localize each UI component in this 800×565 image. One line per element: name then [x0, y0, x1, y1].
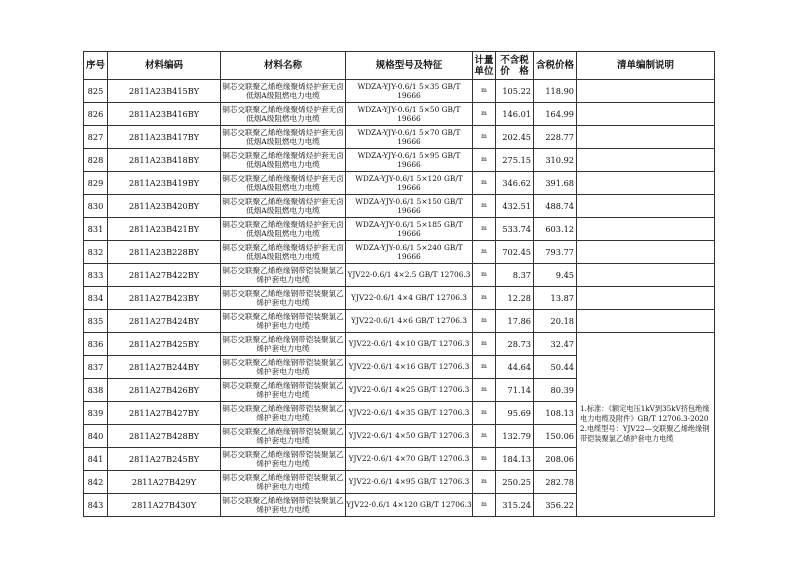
material-code: 2811A27B244BY: [108, 356, 221, 379]
price-excl-tax: 202.45: [496, 126, 534, 149]
spec-model: WDZA-YJY-0.6/1 5×35 GB/T 19666: [346, 80, 473, 103]
note-cell-empty: [577, 172, 715, 195]
material-code: 2811A23B418BY: [108, 149, 221, 172]
row-number: 833: [84, 264, 108, 287]
unit: m: [473, 425, 496, 448]
unit: m: [473, 471, 496, 494]
note-cell-empty: [577, 195, 715, 218]
note-cell-empty: [577, 264, 715, 287]
compilation-note: [577, 333, 715, 517]
table-row: [84, 80, 715, 103]
unit: m: [473, 310, 496, 333]
note-cell-empty: [577, 80, 715, 103]
header-note: 清单编制说明: [577, 52, 715, 80]
table-row: [84, 195, 715, 218]
material-code: 2811A27B422BY: [108, 264, 221, 287]
price-incl-tax: 80.39: [534, 379, 577, 402]
price-incl-tax: 208.06: [534, 448, 577, 471]
unit: m: [473, 126, 496, 149]
price-incl-tax: 9.45: [534, 264, 577, 287]
material-code: 2811A27B425BY: [108, 333, 221, 356]
header-code: 材料编码: [108, 52, 221, 80]
price-incl-tax: 13.87: [534, 287, 577, 310]
material-code: 2811A27B424BY: [108, 310, 221, 333]
row-number: 831: [84, 218, 108, 241]
note-cell-empty: [577, 103, 715, 126]
spec-model: WDZA-YJY-0.6/1 5×150 GB/T 19666: [346, 195, 473, 218]
row-number: 830: [84, 195, 108, 218]
table-row: [84, 310, 715, 333]
note-cell-empty: [577, 310, 715, 333]
material-name: 铜芯交联聚乙烯绝缘聚烯烃护套无卤低烟A级阻燃电力电缆: [221, 218, 346, 241]
material-code: 2811A27B428BY: [108, 425, 221, 448]
spec-model: YJV22-0.6/1 4×6 GB/T 12706.3: [346, 310, 473, 333]
price-excl-tax: 275.15: [496, 149, 534, 172]
price-excl-tax: 17.86: [496, 310, 534, 333]
price-incl-tax: 20.18: [534, 310, 577, 333]
header-unit: 计量 单位: [473, 52, 496, 80]
price-excl-tax: 146.01: [496, 103, 534, 126]
price-incl-tax: 150.06: [534, 425, 577, 448]
material-code: 2811A27B245BY: [108, 448, 221, 471]
material-code: 2811A27B429Y: [108, 471, 221, 494]
header-price-in: 含税价格: [534, 52, 577, 80]
note-cell-empty: [577, 241, 715, 264]
spec-model: WDZA-YJY-0.6/1 5×185 GB/T 19666: [346, 218, 473, 241]
material-code: 2811A23B421BY: [108, 218, 221, 241]
price-excl-tax: 533.74: [496, 218, 534, 241]
table-row: [84, 172, 715, 195]
price-incl-tax: 164.99: [534, 103, 577, 126]
material-name: 铜芯交联聚乙烯绝缘钢带铠装聚氯乙烯护套电力电缆: [221, 287, 346, 310]
table-row: [84, 333, 715, 356]
row-number: 828: [84, 149, 108, 172]
price-excl-tax: 315.24: [496, 494, 534, 517]
row-number: 842: [84, 471, 108, 494]
spec-model: YJV22-0.6/1 4×4 GB/T 12706.3: [346, 287, 473, 310]
unit: m: [473, 448, 496, 471]
material-name: 铜芯交联聚乙烯绝缘钢带铠装聚氯乙烯护套电力电缆: [221, 356, 346, 379]
material-code: 2811A27B427BY: [108, 402, 221, 425]
material-name: 铜芯交联聚乙烯绝缘钢带铠装聚氯乙烯护套电力电缆: [221, 402, 346, 425]
material-name: 铜芯交联聚乙烯绝缘聚烯烃护套无卤低烟A级阻燃电力电缆: [221, 80, 346, 103]
price-excl-tax: 95.69: [496, 402, 534, 425]
spec-model: WDZA-YJY-0.6/1 5×120 GB/T 19666: [346, 172, 473, 195]
material-name: 铜芯交联聚乙烯绝缘钢带铠装聚氯乙烯护套电力电缆: [221, 333, 346, 356]
header-no: 序号: [84, 52, 108, 80]
row-number: 832: [84, 241, 108, 264]
price-excl-tax: 12.28: [496, 287, 534, 310]
unit: m: [473, 149, 496, 172]
table-row: [84, 149, 715, 172]
header-name: 材料名称: [221, 52, 346, 80]
note-cell-empty: [577, 287, 715, 310]
row-number: 836: [84, 333, 108, 356]
unit: m: [473, 402, 496, 425]
header-row: [84, 52, 715, 80]
price-incl-tax: 50.44: [534, 356, 577, 379]
price-excl-tax: 28.73: [496, 333, 534, 356]
row-number: 825: [84, 80, 108, 103]
price-excl-tax: 184.13: [496, 448, 534, 471]
material-name: 铜芯交联聚乙烯绝缘聚烯烃护套无卤低烟A级阻燃电力电缆: [221, 103, 346, 126]
unit: m: [473, 264, 496, 287]
material-code: 2811A27B423BY: [108, 287, 221, 310]
row-number: 843: [84, 494, 108, 517]
unit: m: [473, 218, 496, 241]
price-excl-tax: 702.45: [496, 241, 534, 264]
spec-model: YJV22-0.6/1 4×120 GB/T 12706.3: [346, 494, 473, 517]
price-excl-tax: 44.64: [496, 356, 534, 379]
spec-model: YJV22-0.6/1 4×16 GB/T 12706.3: [346, 356, 473, 379]
spec-model: WDZA-YJY-0.6/1 5×240 GB/T 19666: [346, 241, 473, 264]
material-name: 铜芯交联聚乙烯绝缘聚烯烃护套无卤低烟A级阻燃电力电缆: [221, 241, 346, 264]
price-excl-tax: 105.22: [496, 80, 534, 103]
row-number: 835: [84, 310, 108, 333]
price-excl-tax: 346.62: [496, 172, 534, 195]
spec-model: YJV22-0.6/1 4×10 GB/T 12706.3: [346, 333, 473, 356]
price-excl-tax: 71.14: [496, 379, 534, 402]
unit: m: [473, 379, 496, 402]
note-cell-empty: [577, 126, 715, 149]
price-excl-tax: 132.79: [496, 425, 534, 448]
material-price-table: [83, 51, 715, 517]
row-number: 839: [84, 402, 108, 425]
price-excl-tax: 8.37: [496, 264, 534, 287]
material-name: 铜芯交联聚乙烯绝缘钢带铠装聚氯乙烯护套电力电缆: [221, 264, 346, 287]
table-row: [84, 126, 715, 149]
unit: m: [473, 80, 496, 103]
material-code: 2811A23B417BY: [108, 126, 221, 149]
spec-model: YJV22-0.6/1 4×50 GB/T 12706.3: [346, 425, 473, 448]
material-name: 铜芯交联聚乙烯绝缘钢带铠装聚氯乙烯护套电力电缆: [221, 379, 346, 402]
price-incl-tax: 603.12: [534, 218, 577, 241]
row-number: 840: [84, 425, 108, 448]
note-line-2: 2.电缆型号：YJV22—交联聚乙烯绝缘钢带铠装聚氯乙烯护套电力电缆: [580, 423, 710, 443]
material-name: 铜芯交联聚乙烯绝缘聚烯烃护套无卤低烟A级阻燃电力电缆: [221, 172, 346, 195]
note-cell-empty: [577, 149, 715, 172]
price-incl-tax: 391.68: [534, 172, 577, 195]
header-price-ex: 不含税 价 格: [496, 52, 534, 80]
row-number: 829: [84, 172, 108, 195]
material-code: 2811A27B430Y: [108, 494, 221, 517]
price-incl-tax: 356.22: [534, 494, 577, 517]
price-incl-tax: 488.74: [534, 195, 577, 218]
material-name: 铜芯交联聚乙烯绝缘钢带铠装聚氯乙烯护套电力电缆: [221, 494, 346, 517]
price-incl-tax: 310.92: [534, 149, 577, 172]
material-code: 2811A23B416BY: [108, 103, 221, 126]
table-row: [84, 241, 715, 264]
material-code: 2811A23B228BY: [108, 241, 221, 264]
unit: m: [473, 287, 496, 310]
header-spec: 规格型号及特征: [346, 52, 473, 80]
spec-model: WDZA-YJY-0.6/1 5×70 GB/T 19666: [346, 126, 473, 149]
spec-model: YJV22-0.6/1 4×70 GB/T 12706.3: [346, 448, 473, 471]
material-name: 铜芯交联聚乙烯绝缘聚烯烃护套无卤低烟A级阻燃电力电缆: [221, 195, 346, 218]
price-incl-tax: 32.47: [534, 333, 577, 356]
note-line-1: 1.标准：《额定电压1kV到35kV挤包绝缘电力电缆及附件》GB/T 12706.3-2020: [580, 403, 710, 423]
spec-model: WDZA-YJY-0.6/1 5×50 GB/T 19666: [346, 103, 473, 126]
material-name: 铜芯交联聚乙烯绝缘钢带铠装聚氯乙烯护套电力电缆: [221, 471, 346, 494]
price-incl-tax: 228.77: [534, 126, 577, 149]
material-name: 铜芯交联聚乙烯绝缘聚烯烃护套无卤低烟A级阻燃电力电缆: [221, 126, 346, 149]
unit: m: [473, 103, 496, 126]
spec-model: YJV22-0.6/1 4×25 GB/T 12706.3: [346, 379, 473, 402]
material-code: 2811A23B415BY: [108, 80, 221, 103]
price-incl-tax: 108.13: [534, 402, 577, 425]
material-name: 铜芯交联聚乙烯绝缘聚烯烃护套无卤低烟A级阻燃电力电缆: [221, 149, 346, 172]
unit: m: [473, 356, 496, 379]
note-cell-empty: [577, 218, 715, 241]
table-row: [84, 287, 715, 310]
price-excl-tax: 250.25: [496, 471, 534, 494]
spec-model: YJV22-0.6/1 4×35 GB/T 12706.3: [346, 402, 473, 425]
row-number: 834: [84, 287, 108, 310]
table-row: [84, 264, 715, 287]
table-row: [84, 103, 715, 126]
price-incl-tax: 282.78: [534, 471, 577, 494]
row-number: 838: [84, 379, 108, 402]
unit: m: [473, 494, 496, 517]
spec-model: WDZA-YJY-0.6/1 5×95 GB/T 19666: [346, 149, 473, 172]
unit: m: [473, 172, 496, 195]
price-incl-tax: 793.77: [534, 241, 577, 264]
row-number: 837: [84, 356, 108, 379]
price-excl-tax: 432.51: [496, 195, 534, 218]
unit: m: [473, 333, 496, 356]
spec-model: YJV22-0.6/1 4×95 GB/T 12706.3: [346, 471, 473, 494]
row-number: 826: [84, 103, 108, 126]
material-name: 铜芯交联聚乙烯绝缘钢带铠装聚氯乙烯护套电力电缆: [221, 310, 346, 333]
material-code: 2811A27B426BY: [108, 379, 221, 402]
row-number: 827: [84, 126, 108, 149]
spec-model: YJV22-0.6/1 4×2.5 GB/T 12706.3: [346, 264, 473, 287]
material-name: 铜芯交联聚乙烯绝缘钢带铠装聚氯乙烯护套电力电缆: [221, 448, 346, 471]
material-code: 2811A23B419BY: [108, 172, 221, 195]
material-code: 2811A23B420BY: [108, 195, 221, 218]
table-row: [84, 218, 715, 241]
material-name: 铜芯交联聚乙烯绝缘钢带铠装聚氯乙烯护套电力电缆: [221, 425, 346, 448]
row-number: 841: [84, 448, 108, 471]
unit: m: [473, 195, 496, 218]
price-incl-tax: 118.90: [534, 80, 577, 103]
unit: m: [473, 241, 496, 264]
